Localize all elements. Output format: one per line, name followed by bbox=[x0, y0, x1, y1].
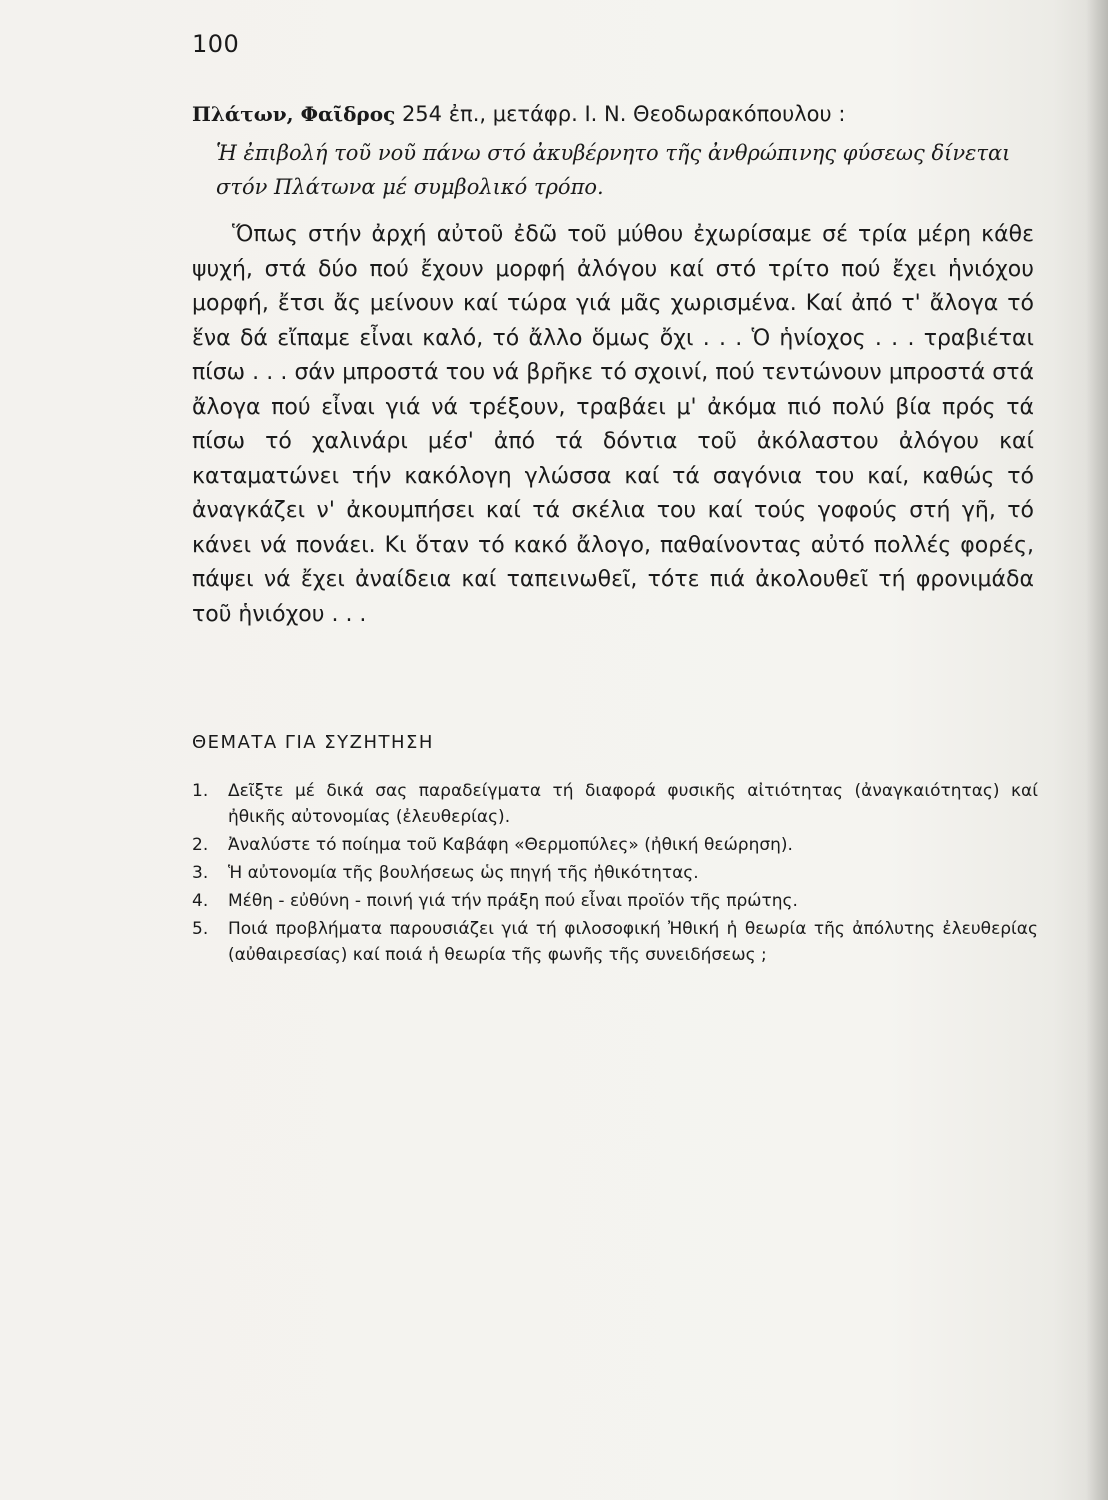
citation-reference: 254 ἐπ., μετάφρ. Ι. Ν. Θεοδωρακόπουλου : bbox=[395, 102, 846, 126]
item-text: Ἡ αὐτονομία τῆς βουλήσεως ὡς πηγή τῆς ἠθικότητας. bbox=[228, 863, 699, 883]
citation-author: Πλάτων, Φαῖδρος bbox=[192, 102, 396, 126]
discussion-list bbox=[192, 778, 1038, 970]
list-item bbox=[192, 916, 1038, 968]
item-text: Δεῖξτε μέ δικά σας παραδείγματα τή διαφορά φυσικῆς αἰτιότητας (ἀναγκαιότητας) καί ἠθικῆς αὐτονομίας (ἐλευθερίας). bbox=[228, 781, 1038, 827]
item-number: 4. bbox=[192, 891, 209, 911]
item-text: Ποιά προβλήματα παρουσιάζει γιά τή φιλοσοφική Ἠθική ἡ θεωρία τῆς ἀπόλυτης ἐλευθερίας (αὐθαιρεσίας) καί ποιά ἡ θεωρία τῆς φωνῆς τῆς συνειδήσεως ; bbox=[228, 919, 1038, 965]
item-number: 2. bbox=[192, 835, 209, 855]
list-item bbox=[192, 778, 1038, 830]
passage-paragraph: Ὅπως στήν ἀρχή αὐτοῦ ἐδῶ τοῦ μύθου ἐχωρίσαμε σέ τρία μέρη κάθε ψυχή, στά δύο πού ἔχουν μορφή ἀλόγου καί στό τρίτο πού ἔχει ἡνιόχου μορφή, ἔτσι ἄς μείνουν καί τώρα γιά μᾶς χωρισμένα. Καί ἀπό τ' ἄλογα τό ἕνα δά εἴπαμε εἶναι καλό, τό ἄλλο ὅμως ὄχι . . . Ὁ ἡνίοχος . . . τραβιέται πίσω . . . σάν μπροστά του νά βρῆκε τό σχοινί, πού τεντώνουν μπροστά στά ἄλογα πού εἶναι γιά νά τρέξουν, τραβάει μ' ἀκόμα πιό πολύ βία πρός τά πίσω τό χαλινάρι μέσ' ἀπό τά δόντια τοῦ ἀκόλαστου ἀλόγου καί καταματώνει τήν κακόλογη γλώσσα καί τά σαγόνια του καί, καθώς τό ἀναγκάζει ν' ἀκουμπήσει καί τά σκέλια του καί τούς γοφούς στή γῆ, τό κάνει νά πονάει. Κι ὅταν τό κακό ἄλογο, παθαίνοντας αὐτό πολλές φορές, πάψει νά ἔχει ἀναίδεια καί ταπεινωθεῖ, τότε πιά ἀκολουθεῖ τή φρονιμάδα τοῦ ἡνιόχου . . . bbox=[192, 222, 1034, 627]
item-number: 3. bbox=[192, 863, 209, 883]
list-item bbox=[192, 860, 1038, 886]
item-number: 1. bbox=[192, 781, 209, 801]
discussion-heading: ΘΕΜΑΤΑ ΓΙΑ ΣΥΖΗΤΗΣΗ bbox=[192, 732, 434, 753]
book-spine-shadow bbox=[1086, 0, 1108, 1500]
item-text: Μέθη - εὐθύνη - ποινή γιά τήν πράξη πού εἶναι προϊόν τῆς πρώτης. bbox=[228, 891, 798, 911]
item-number: 5. bbox=[192, 919, 209, 939]
passage-summary: Ἡ ἐπιβολή τοῦ νοῦ πάνω στό ἀκυβέρνητο τῆς ἀνθρώπινης φύσεως δίνεται στόν Πλάτωνα μέ συμβολικό τρόπο. bbox=[216, 141, 1011, 199]
item-text: Ἀναλύστε τό ποίημα τοῦ Καβάφη «Θερμοπύλες» (ἠθική θεώρηση). bbox=[228, 835, 793, 855]
list-item bbox=[192, 832, 1038, 858]
source-citation bbox=[192, 100, 1042, 128]
page-number: 100 bbox=[192, 30, 240, 58]
passage-text bbox=[192, 218, 1034, 632]
list-item bbox=[192, 888, 1038, 914]
